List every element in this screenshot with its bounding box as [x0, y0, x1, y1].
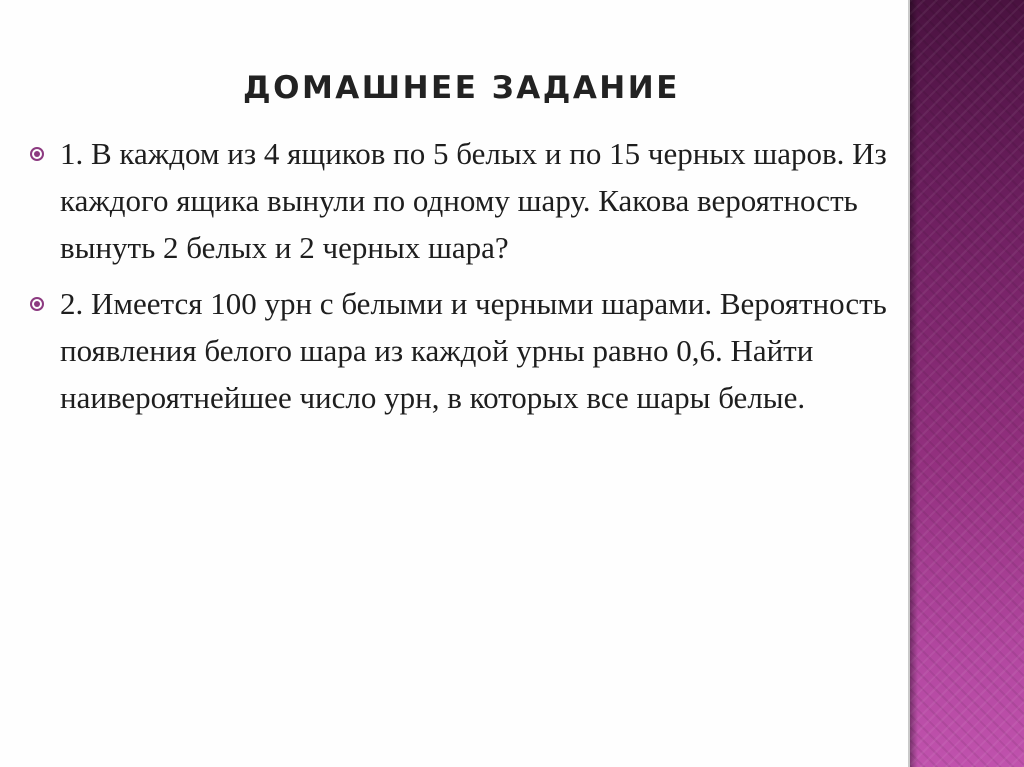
slide-title: ДОМАШНЕЕ ЗАДАНИЕ: [243, 70, 680, 106]
bullet-text-1: 1. В каждом из 4 ящиков по 5 белых и по 15 черных шаров. Из каждого ящика вынули по одному шару. Какова вероятность вынуть 2 белых и 2 черных шара?: [60, 136, 887, 265]
circle-bullet-icon: [30, 147, 44, 161]
bullet-item-1: [30, 130, 900, 271]
bullet-list: [30, 130, 900, 430]
side-band-shadow: [910, 0, 918, 767]
circle-bullet-icon: [30, 297, 44, 311]
bullet-text-2: 2. Имеется 100 урн с белыми и черными шарами. Вероятность появления белого шара из каждой урны равно 0,6. Найти наивероятнейшее число урн, в которых все шары белые.: [60, 286, 887, 415]
decorative-side-band: [910, 0, 1024, 767]
bullet-item-2: [30, 280, 900, 421]
